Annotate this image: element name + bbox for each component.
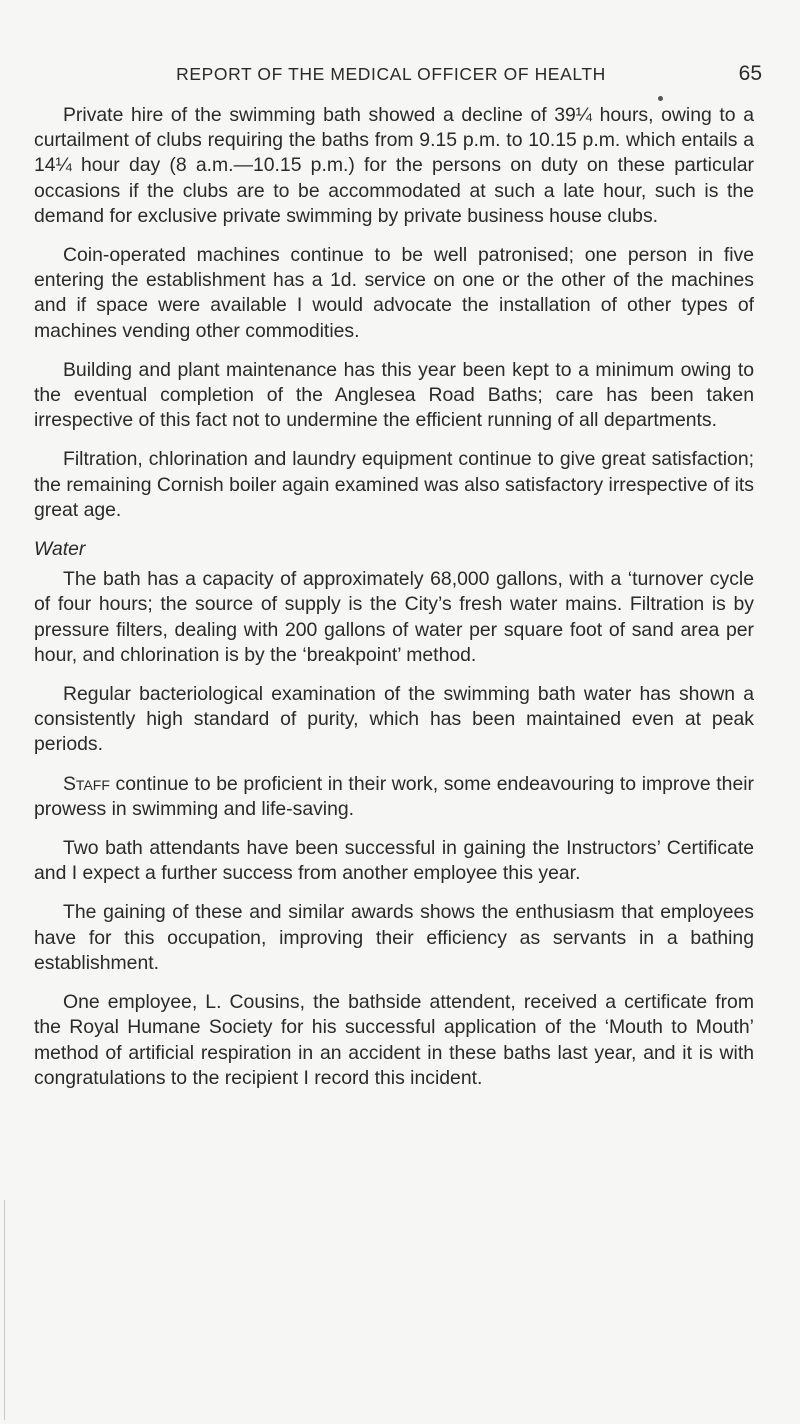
paragraph-bath-capacity: The bath has a capacity of approximately 68,000 gallons, with a ‘turnover cycle of four hours; the source of supply is the City’s fresh water mains. Filtration is by pressure filters, dealing with 200 gallons of water per square foot of sand area per hour, and chlorination is by the ‘breakpoint’ method.	[34, 568, 754, 666]
staff-text: continue to be proficient in their work, some endeavouring to improve their prowess in swimming and life-saving.	[34, 772, 754, 820]
section-heading-water: Water	[34, 538, 86, 561]
paragraph-bacteriological: Regular bacteriological examination of the swimming bath water has shown a consistently high standard of purity, which has been maintained even at peak periods.	[34, 683, 754, 756]
paragraph-instructors-certificate: Two bath attendants have been successful in gaining the Instructors’ Certificate and I expect a further success from another employee this year.	[34, 837, 754, 885]
print-speck	[658, 96, 663, 101]
paragraph-private-hire: Private hire of the swimming bath showed a decline of 39¼ hours, owing to a curtailment of clubs requiring the baths from 9.15 p.m. to 10.15 p.m. which entails a 14¼ hour day (8 a.m.—10.15 p.m.) for the persons on duty on these particular occasions if the clubs are to be accommodated at such a late hour, such is the demand for exclusive private swimming by private business house clubs.	[34, 104, 754, 227]
paragraph-maintenance: Building and plant maintenance has this year been kept to a minimum owing to the eventual completion of the Anglesea Road Baths; care has been taken irrespective of this fact not to undermine the efficient running of all departments.	[34, 358, 754, 432]
staff-lead-word: Staff	[63, 772, 110, 795]
paragraph-royal-humane-society: One employee, L. Cousins, the bathside attendent, received a certificate from the Royal Humane Society for his successful application of the ‘Mouth to Mouth’ method of artificial respiration in an accident in these baths last year, and it is with congratulations to the recipient I record this incident.	[34, 991, 754, 1089]
body-text	[34, 103, 754, 1105]
running-title: REPORT OF THE MEDICAL OFFICER OF HEALTH	[176, 64, 606, 84]
running-header	[20, 64, 762, 94]
page-number: 65	[738, 62, 762, 85]
paragraph-coin-machines: Coin-operated machines continue to be well patronised; one person in five entering the establishment has a 1d. service on one or the other of the machines and if space were available I would advocate the installation of other types of machines vending other commodities.	[34, 244, 754, 342]
paragraph-staff	[34, 772, 754, 822]
page-edge-shadow	[4, 1200, 5, 1420]
paragraph-awards: The gaining of these and similar awards shows the enthusiasm that employees have for this occupation, improving their efficiency as servants in a bathing establishment.	[34, 901, 754, 974]
paragraph-filtration-equipment: Filtration, chlorination and laundry equipment continue to give great satisfaction; the remaining Cornish boiler again examined was also satisfactory irrespective of its great age.	[34, 448, 754, 521]
